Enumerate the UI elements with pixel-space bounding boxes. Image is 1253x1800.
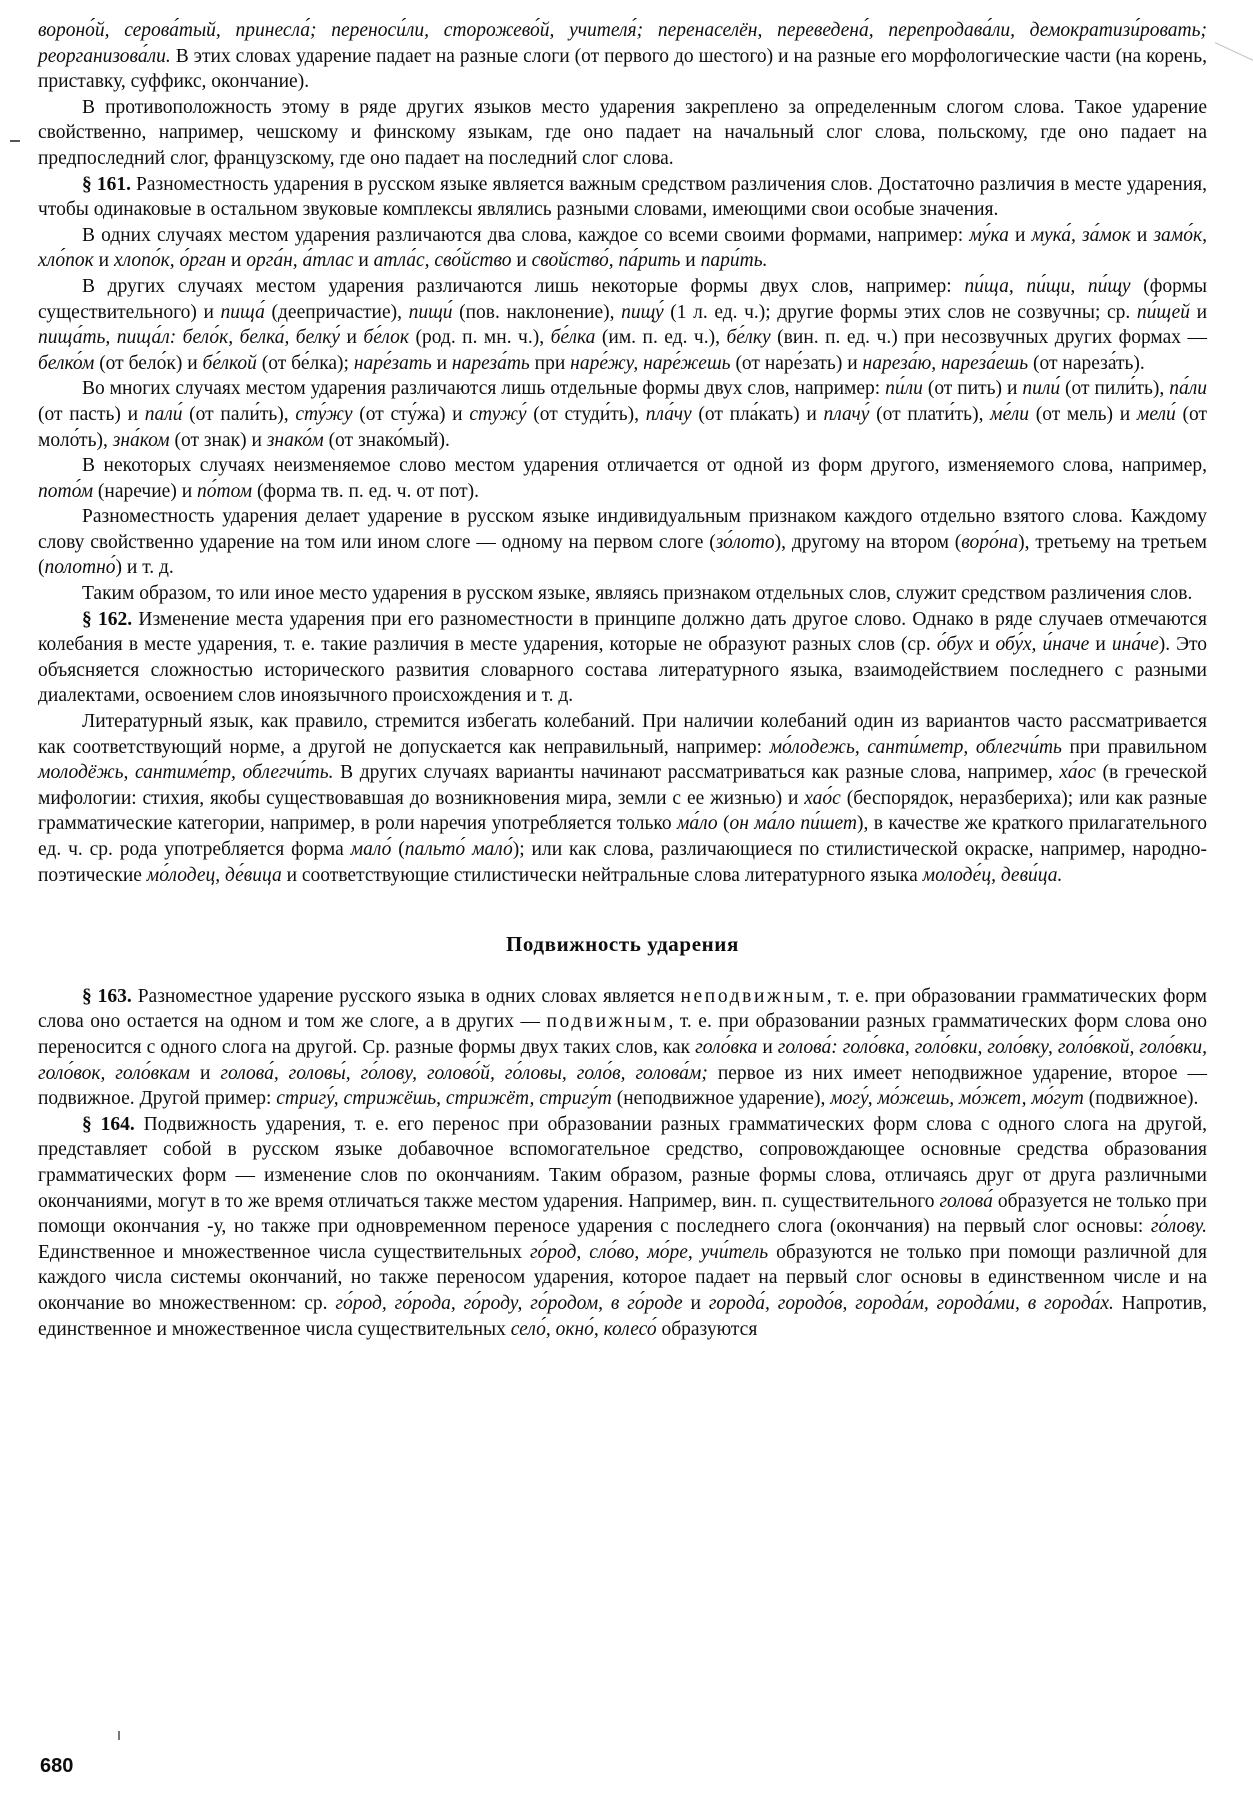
footer-mark [118, 1731, 120, 1740]
paragraph: § 163. Разноместное ударение русского языка в одних словах является неподвижным, т. е. при образовании грамматических форм слова оно остается на одном и том же слоге, а в других — подвижным, т. е. при образовании разных грамматических форм слова оно переносится с одного слога на другой. Ср. разные формы двух таких слов, как голо́вка и голова́: голо́вка, голо́вки, голо́вку, голо́вкой, голо́вки, голо́вок, голо́вкам и голова́, головы́, го́лову, голово́й, го́ловы, голо́в, голова́м; первое из них имеет неподвижное ударение, второе — подвижное. Другой пример: стригу́, стрижёшь, стрижёт, стригу́т (неподвижное ударение), могу́, мо́жешь, мо́жет, мо́гут (подвижное). [38, 985, 1208, 1110]
paragraph: В противоположность этому в ряде других языков место ударения закреплено за определенным слогом слова. Такое ударение свойственно, например, чешскому и финскому языкам, где оно падает на начальный слог слова, польскому, где оно падает на предпоследний слог, французскому, где оно падает на последний слог слова. [38, 96, 1207, 169]
page-body [38, 18, 1207, 1342]
paragraph: § 161. Разноместность ударения в русском языке является важным средством различения слов. Достаточно различия в месте ударения, чтобы одинаковые в остальном звуковые комплексы являлись разными словами, имеющими свои особые значения. [38, 173, 1208, 221]
paragraph: Литературный язык, как правило, стремится избегать колебаний. При наличии колебаний один из вариантов часто рассматривается как соответствующий норме, а другой не допускается как неправильный, например: мо́лодежь, санти́метр, облегчи́ть при правильном молодёжь, сантиме́тр, облегчи́ть. В других случаях варианты начинают рассматриваться как разные слова, например, ха́ос (в греческой мифологии: стихия, якобы существовавшая до возникновения мира, земли с ее жизнью) и хао́с (беспорядок, неразбериха); или как разные грамматические категории, например, в роли наречия употребляется только ма́ло (он ма́ло пи́шет), в качестве же краткого прилагательного ед. ч. ср. рода употребляется форма мало́ (пальто́ мало́); или как слова, различающиеся по стилистической окраске, например, народно-поэтические мо́лодец, де́вица и соответствующие стилистически нейтральные слова литературного языка молоде́ц, деви́ца. [38, 711, 1208, 886]
paragraph-block-bottom [38, 984, 1207, 1342]
paragraph: Таким образом, то или иное место ударения в русском языке, являясь признаком отдельных слов, служит средством различения слов. [82, 583, 1193, 605]
section-heading: Подвижность ударения [506, 932, 739, 957]
paragraph: В других случаях местом ударения различаются лишь некоторые формы двух слов, например: пи́ща, пи́щи, пи́щу (формы существительного) и пища́ (деепричастие), пищи́ (пов. наклонение), пищу́ (1 л. ед. ч.); другие формы этих слов не созвучны; ср. пи́щей и пища́ть, пища́л: бело́к, белка́, белку́ и бе́лок (род. п. мн. ч.), бе́лка (им. п. ед. ч.), бе́лку (вин. п. ед. ч.) при несозвучных других формах — белко́м (от бело́к) и бе́лкой (от бе́лка); наре́зать и нареза́ть при наре́жу, наре́жешь (от наре́зать) и нареза́ю, нареза́ешь (от нареза́ть). [38, 275, 1208, 374]
paragraph-block-top [38, 18, 1207, 888]
page-number: 680 [40, 1755, 74, 1777]
paragraph: В одних случаях местом ударения различаются два слова, каждое со всеми своими формами, например: му́ка и мука́, за́мок и замо́к, хло́пок и хлопо́к, о́рган и орга́н, а́тлас и атла́с, сво́йство и свойство́, па́рить и пари́ть. [38, 224, 1208, 272]
paragraph: § 164. Подвижность ударения, т. е. его перенос при образовании разных грамматических форм слова с одного слога на другой, представляет собой в русском языке добавочное вспомогательное средство, сопровождающее основные средства образования грамматических форм — изменение слов по окончаниям. Таким образом, разные формы слова, отличаясь друг от друга различными окончаниями, могут в то же время отличаться также местом ударения. Например, вин. п. существительного голова́ образуется не только при помощи окончания -у, но также при одновременном переносе ударения с последнего слога (окончания) на первый слог основы: го́лову. Единственное и множественное числа существительных го́род, сло́во, мо́ре, учи́тель образуются не только при помощи различной для каждого числа системы окончаний, но также переносом ударения, которое падает на первый слог основы в единственном числе и на окончание во множественном: ср. го́род, го́рода, го́роду, го́родом, в го́роде и города́, городо́в, города́м, города́ми, в города́х. Напротив, единственное и множественное числа существительных село́, окно́, колесо́ образуются [38, 1113, 1208, 1340]
paragraph: Во многих случаях местом ударения различаются лишь отдельные формы двух слов, например: пи́ли (от пить) и пили́ (от пили́ть), па́ли (от пасть) и пали́ (от пали́ть), сту́жу (от сту́жа) и стужу́ (от студи́ть), пла́чу (от пла́кать) и плачу́ (от плати́ть), ме́ли (от мель) и мели́ (от моло́ть), зна́ком (от знак) и знако́м (от знако́мый). [38, 378, 1207, 451]
margin-mark [10, 140, 20, 142]
paragraph: В некоторых случаях неизменяемое слово местом ударения отличается от одной из форм другого, изменяемого слова, например, пото́м (наречие) и по́том (форма тв. п. ед. ч. от пот). [38, 455, 1207, 502]
paragraph: § 162. Изменение места ударения при его разноместности в принципе должно дать другое слово. Однако в ряде случаев отмечаются колебания в месте ударения, т. е. такие различия в месте ударения, которые не образуют разных слов (ср. о́бух и обу́х, и́наче и ина́че). Это объясняется сложностью исторического развития словарного состава литературного языка, взаимодействием последнего с разными диалектами, освоением слов иноязычного происхождения и т. д. [38, 608, 1208, 707]
page-corner-fold [1215, 0, 1253, 78]
paragraph: вороно́й, серова́тый, принесла́; переноси́ли, сторожево́й, учителя́; перенаселён, переведена́, перепродава́ли, демократизи́ровать; реорганизова́ли. В этих словах ударение падает на разные слоги (от первого до шестого) и на разные его морфологические части (на корень, приставку, суффикс, окончание). [38, 20, 1207, 93]
paragraph: Разноместность ударения делает ударение в русском языке индивидуальным признаком каждого отдельно взятого слова. Каждому слову свойственно ударение на том или ином слоге — одному на первом слоге (зо́лото), другому на втором (воро́на), третьему на третьем (полотно́) и т. д. [38, 506, 1207, 579]
